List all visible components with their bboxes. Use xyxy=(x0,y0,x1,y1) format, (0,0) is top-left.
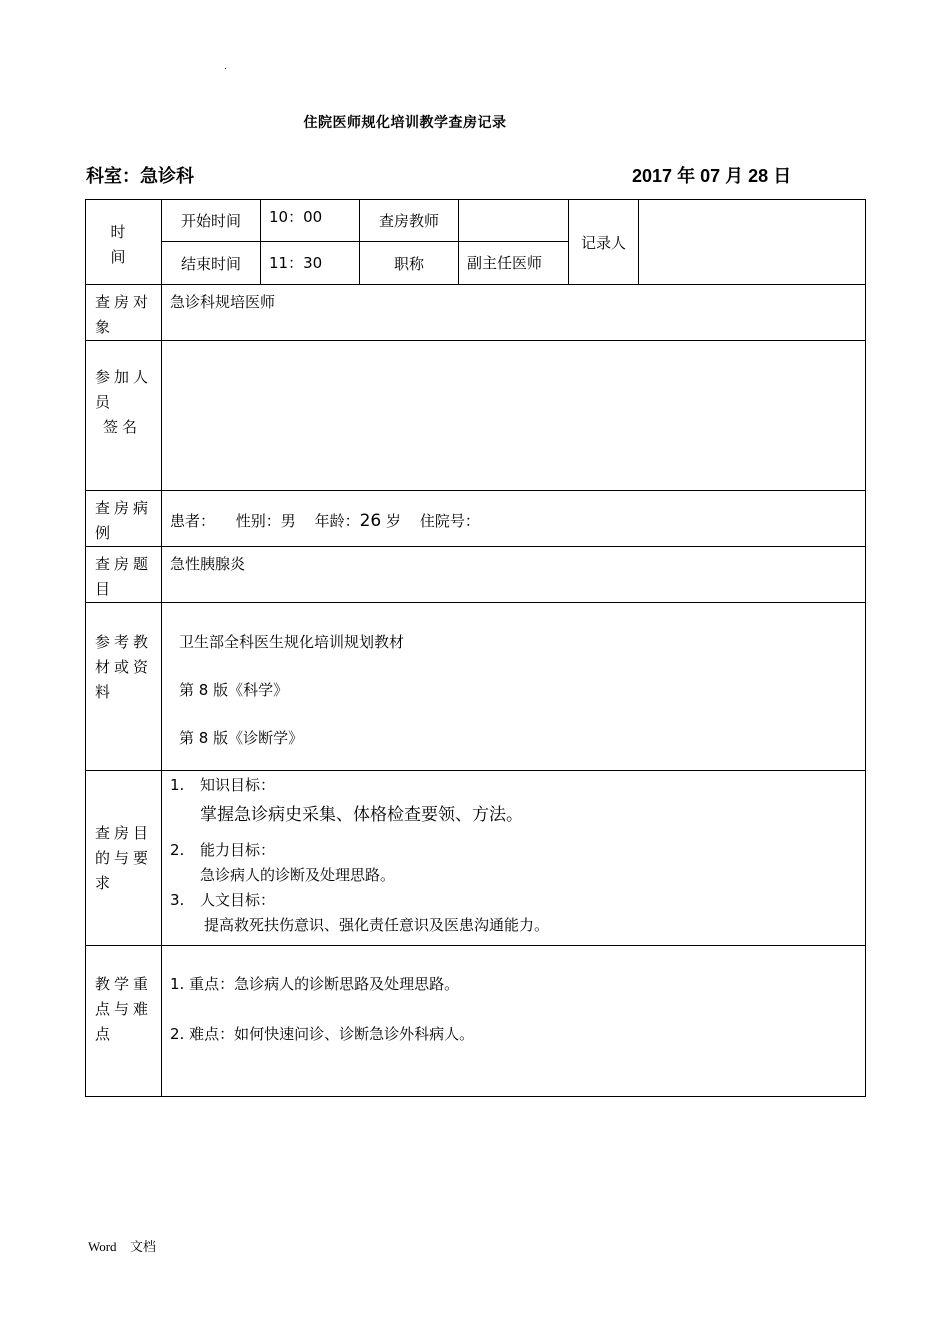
time-label: 时 间 xyxy=(86,200,162,285)
key-point-item: 2. 难点：如何快速问诊、诊断急诊外科病人。 xyxy=(170,1025,475,1043)
date-day: 28 xyxy=(748,166,769,186)
end-time-label: 结束时间 xyxy=(162,242,261,285)
case-age-unit: 岁 xyxy=(386,511,402,530)
reference-item: 第 8 版《诊断学》 xyxy=(179,729,304,747)
teacher-label: 查房教师 xyxy=(360,200,459,242)
objective-num: 3. xyxy=(170,891,185,909)
participants-label xyxy=(86,341,162,491)
page-title: 住院医师规化培训教学查房记录 xyxy=(303,115,507,131)
objective-item xyxy=(170,773,857,798)
job-title-value: 副主任医师 xyxy=(459,242,569,285)
objective-num: 2. xyxy=(170,841,185,859)
objective-title: 知识目标： xyxy=(200,776,276,794)
case-gender: 性别：男 xyxy=(235,511,296,530)
objective-num: 1. xyxy=(170,776,185,794)
reference-item: 第 8 版《科学》 xyxy=(179,681,289,699)
key-point-item: 1. 重点：急诊病人的诊断思路及处理思路。 xyxy=(170,975,460,993)
objective-detail: 急诊病人的诊断及处理思路。 xyxy=(200,866,396,884)
target-value: 急诊科规培医师 xyxy=(162,285,866,341)
date-day-unit: 日 xyxy=(773,166,792,187)
date-month-unit: 月 xyxy=(725,166,744,187)
start-time-value: 10：00 xyxy=(261,200,360,242)
recorder-value xyxy=(639,200,866,285)
case-age-value: 26 xyxy=(359,510,382,531)
case-admission-no: 住院号： xyxy=(419,511,480,530)
start-time-label: 开始时间 xyxy=(162,200,261,242)
objectives-label: 查房目的与要求 xyxy=(86,771,162,946)
case-label: 查房病例 xyxy=(86,491,162,547)
recorder-label: 记录人 xyxy=(569,200,639,285)
target-label: 查房对象 xyxy=(86,285,162,341)
end-time-value: 11：30 xyxy=(261,242,360,285)
key-points-value xyxy=(162,946,866,1097)
references-label: 参考教材或资料 xyxy=(86,603,162,771)
key-points-label: 教学重点与难点 xyxy=(86,946,162,1097)
job-title-label: 职称 xyxy=(360,242,459,285)
objective-item xyxy=(170,888,857,913)
reference-item: 卫生部全科医生规化培训规划教材 xyxy=(179,633,405,651)
objective-title: 人文目标： xyxy=(200,891,276,909)
date-year: 2017 xyxy=(632,166,673,186)
rounds-record-table xyxy=(85,199,866,1097)
topic-label: 查房题目 xyxy=(86,547,162,603)
objective-detail: 掌握急诊病史采集、体格检查要领、方法。 xyxy=(200,805,523,825)
footer-word: Word xyxy=(88,1239,117,1254)
teacher-value xyxy=(459,200,569,242)
participants-label-line1: 参加人员 xyxy=(95,368,153,411)
topic-value: 急性胰腺炎 xyxy=(162,547,866,603)
objective-item xyxy=(170,838,857,863)
record-date xyxy=(632,162,791,188)
case-value xyxy=(162,491,866,547)
objective-detail: 提高救死扶伤意识、强化责任意识及医患沟通能力。 xyxy=(204,916,550,934)
references-value xyxy=(162,603,866,771)
date-year-unit: 年 xyxy=(677,166,696,187)
date-month: 07 xyxy=(700,166,721,186)
header-dot: . xyxy=(224,62,227,72)
participants-signature-area[interactable] xyxy=(162,341,866,491)
case-patient: 患者： xyxy=(170,511,216,530)
participants-label-line2: 签名 xyxy=(103,418,142,436)
footer-doc: 文档 xyxy=(129,1240,156,1255)
footer xyxy=(88,1236,156,1255)
case-age-label: 年龄： xyxy=(314,511,360,530)
objective-title: 能力目标： xyxy=(200,841,276,859)
objectives-value xyxy=(162,771,866,946)
department: 科室：急诊科 xyxy=(86,166,194,187)
